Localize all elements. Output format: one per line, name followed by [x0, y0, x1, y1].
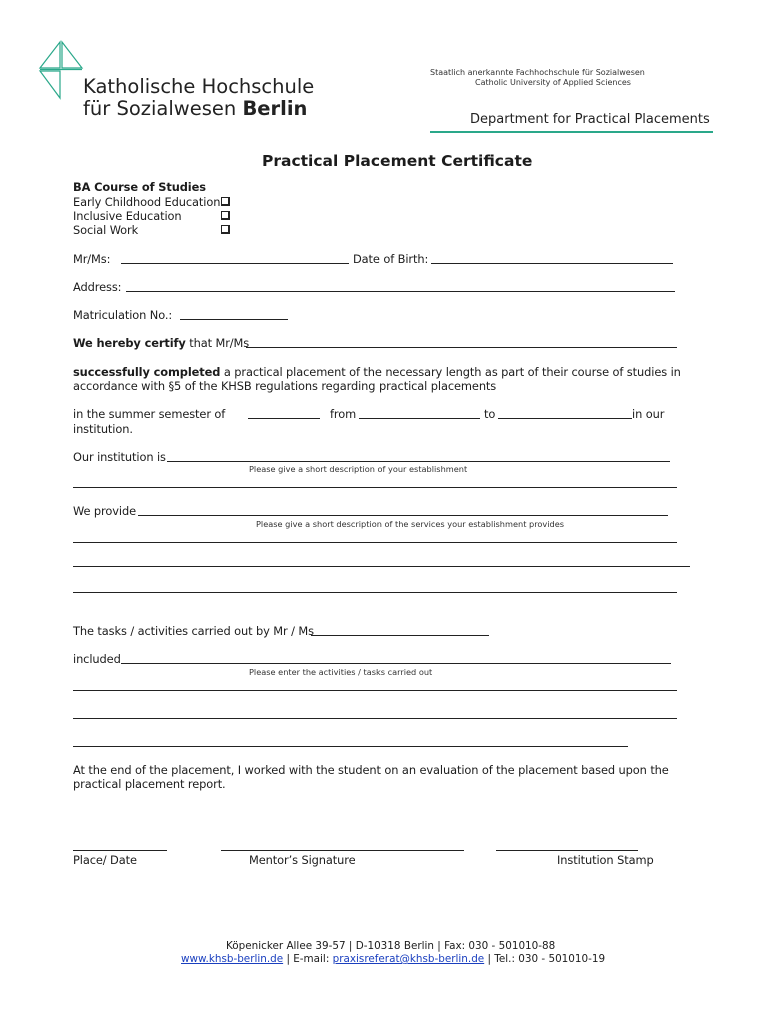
university-name-line2 — [83, 97, 307, 120]
included-label: included — [73, 652, 121, 666]
footer-tel: | Tel.: 030 - 501010-19 — [487, 953, 606, 965]
course-label-inclusive: Inclusive Education — [73, 209, 182, 223]
completed-line2: accordance with §5 of the KHSB regulations regarding practical placements — [73, 379, 497, 393]
completed-rest: a practical placement of the necessary length as part of their course of studies in — [223, 365, 681, 379]
page-title: Practical Placement Certificate — [262, 152, 533, 170]
place-date-field[interactable] — [73, 850, 167, 851]
mr-ms-label: Mr/Ms: — [73, 252, 111, 266]
completed-line1 — [73, 365, 681, 379]
footer-website-link[interactable]: www.khsb-berlin.de — [181, 953, 284, 965]
tasks-name-field[interactable] — [311, 635, 489, 636]
evaluation-line2: practical placement report. — [73, 777, 226, 791]
certify-name-field[interactable] — [246, 347, 677, 348]
we-provide-field-2[interactable] — [73, 542, 677, 543]
included-field-3[interactable] — [73, 718, 677, 719]
university-name-line2-b: Berlin — [242, 97, 308, 120]
certify-line — [73, 336, 249, 350]
we-provide-field-4[interactable] — [73, 592, 677, 593]
department-title: Department for Practical Placements — [470, 112, 710, 127]
mr-ms-field[interactable] — [121, 263, 349, 264]
university-name-line1: Katholische Hochschule — [83, 75, 315, 98]
to-label: to — [484, 407, 496, 421]
our-institution-field[interactable] — [167, 461, 670, 462]
from-label: from — [330, 407, 357, 421]
institution-stamp-label: Institution Stamp — [557, 853, 654, 867]
we-provide-hint: Please give a short description of the services your establishment provides — [256, 519, 565, 529]
mentor-signature-label: Mentor’s Signature — [249, 853, 356, 867]
our-institution-label: Our institution is — [73, 450, 166, 464]
dob-label: Date of Birth: — [353, 252, 429, 266]
in-our-label: in our — [632, 407, 665, 421]
checkbox-early-childhood[interactable] — [221, 197, 230, 206]
footer-address: Köpenicker Allee 39-57 | D-10318 Berlin | Fax: 030 - 501010-88 — [226, 940, 556, 952]
header-divider — [430, 131, 713, 133]
certify-rest: that Mr/Ms — [189, 336, 250, 350]
our-institution-hint: Please give a short description of your establishment — [249, 464, 468, 474]
footer-contact — [181, 953, 605, 965]
checkbox-inclusive[interactable] — [221, 211, 230, 220]
institution-label: institution. — [73, 422, 133, 436]
course-heading: BA Course of Studies — [73, 180, 206, 194]
course-label-early-childhood: Early Childhood Education — [73, 195, 221, 209]
we-provide-label: We provide — [73, 504, 136, 518]
university-logo-icon — [38, 40, 84, 100]
header-subtitle-en: Catholic University of Applied Sciences — [475, 78, 631, 87]
mentor-signature-field[interactable] — [221, 850, 464, 851]
included-field-2[interactable] — [73, 690, 677, 691]
course-label-social-work: Social Work — [73, 223, 139, 237]
completed-bold: successfully completed — [73, 365, 221, 379]
included-hint: Please enter the activities / tasks carried out — [249, 667, 433, 677]
certify-bold: We hereby certify — [73, 336, 186, 350]
footer-email-link[interactable]: praxisreferat@khsb-berlin.de — [332, 953, 485, 965]
header-subtitle-de: Staatlich anerkannte Fachhochschule für Sozialwesen — [430, 68, 645, 77]
tasks-label: The tasks / activities carried out by Mr / Ms — [73, 624, 314, 638]
evaluation-line1: At the end of the placement, I worked with the student on an evaluation of the placement based upon the — [73, 763, 669, 777]
university-name-line2-a: für Sozialwesen — [83, 97, 237, 120]
to-field[interactable] — [498, 418, 632, 419]
address-field[interactable] — [126, 291, 675, 292]
institution-stamp-field[interactable] — [496, 850, 638, 851]
our-institution-field-2[interactable] — [73, 487, 677, 488]
matriculation-field[interactable] — [180, 319, 288, 320]
place-date-label: Place/ Date — [73, 853, 137, 867]
matriculation-label: Matriculation No.: — [73, 308, 173, 322]
semester-field[interactable] — [248, 418, 320, 419]
footer-email-label: | E-mail: — [286, 953, 330, 965]
we-provide-field-3[interactable] — [73, 566, 690, 567]
dob-field[interactable] — [431, 263, 673, 264]
included-field[interactable] — [121, 663, 671, 664]
checkbox-social-work[interactable] — [221, 225, 230, 234]
included-field-4[interactable] — [73, 746, 628, 747]
address-label: Address: — [73, 280, 122, 294]
from-field[interactable] — [359, 418, 480, 419]
semester-label: in the summer semester of — [73, 407, 226, 421]
we-provide-field[interactable] — [138, 515, 668, 516]
